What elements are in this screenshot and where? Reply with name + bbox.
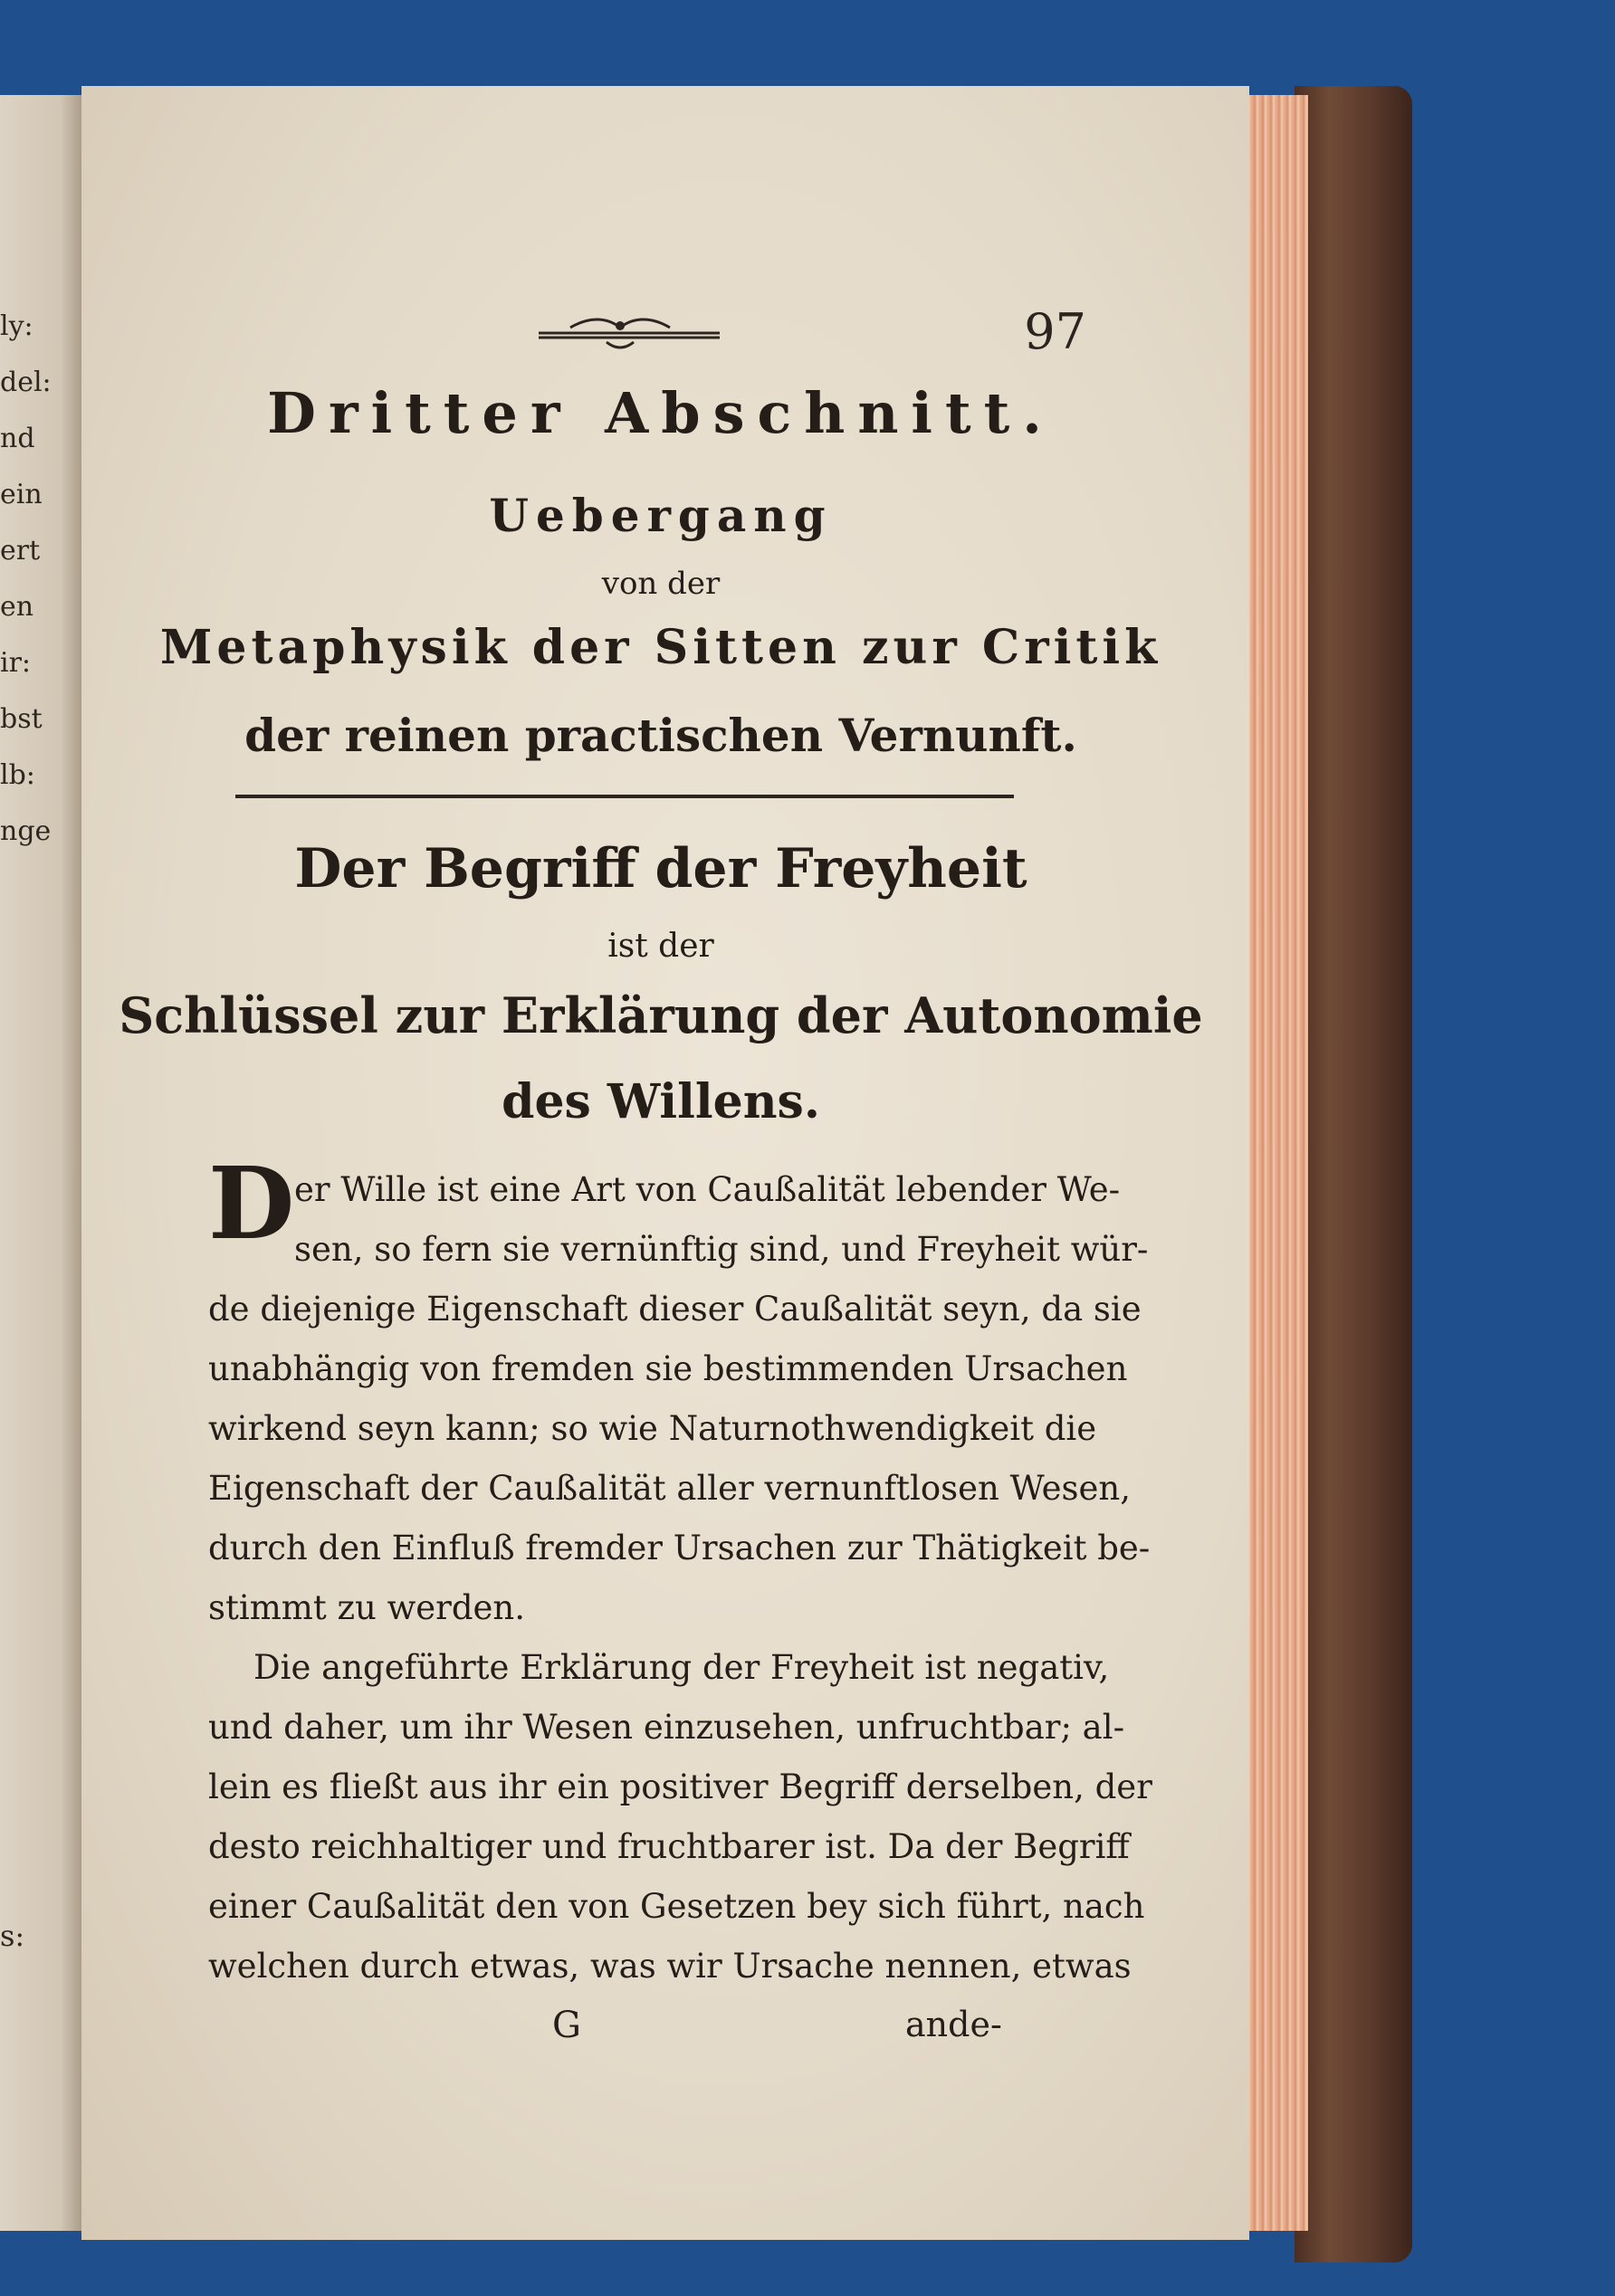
text-line: er Wille ist eine Art von Caußalität lebender We- [294, 1170, 1121, 1209]
text-line: desto reichhaltiger und fruchtbarer ist. Da der Begriff [208, 1827, 1130, 1866]
book-cover [1295, 86, 1412, 2263]
ornament-icon [534, 308, 724, 353]
signature-mark: G [552, 2005, 581, 2046]
text-line: einer Caußalität den von Gesetzen bey sich führt, nach [208, 1887, 1145, 1926]
text-line: unabhängig von fremden sie bestimmenden Ursachen [208, 1349, 1128, 1388]
left-fragment: en [0, 591, 34, 623]
section-subtitle: der reinen practischen Vernunft. [244, 709, 1077, 762]
chapter-heading: Schlüssel zur Erklärung der Autonomie [119, 986, 1203, 1044]
left-fragment: lb: [0, 759, 35, 791]
left-fragment: ert [0, 535, 41, 567]
left-fragment-last: s: [0, 1919, 25, 1953]
left-fragment: ein [0, 479, 43, 510]
drop-cap: D [208, 1145, 295, 1262]
section-subtitle: Metaphysik der Sitten zur Critik [159, 620, 1162, 675]
text-line: Eigenschaft der Caußalität aller vernunftlosen Wesen, [208, 1469, 1131, 1508]
book-page [81, 86, 1249, 2240]
text-line: wirkend seyn kann; so wie Naturnothwendigkeit die [208, 1409, 1097, 1448]
left-fragment: bst [0, 703, 43, 735]
text-line: welchen durch etwas, was wir Ursache nennen, etwas [208, 1947, 1132, 1986]
left-fragment: ly: [0, 310, 33, 342]
left-fragment: del: [0, 367, 52, 398]
left-page-text-fragments [0, 299, 63, 860]
text-line: stimmt zu werden. [208, 1588, 526, 1627]
divider [235, 795, 1014, 798]
chapter-heading: Der Begriff der Freyheit [294, 837, 1027, 900]
text-line: durch den Einfluß fremder Ursachen zur Thätigkeit be- [208, 1529, 1151, 1567]
page-number: 97 [1024, 303, 1086, 360]
text-line: Die angeführte Erklärung der Freyheit ist negativ, [253, 1648, 1110, 1687]
left-fragment: ir: [0, 647, 32, 679]
left-fragment: nd [0, 423, 35, 454]
catchword: ande- [905, 2005, 1002, 2044]
section-subtitle: Uebergang [489, 489, 833, 542]
text-line: lein es fließt aus ihr ein positiver Begriff derselben, der [208, 1767, 1152, 1806]
section-title: Dritter Abschnitt. [267, 380, 1055, 446]
text-line: und daher, um ihr Wesen einzusehen, unfruchtbar; al- [208, 1708, 1125, 1747]
section-subtitle-small: von der [601, 566, 721, 602]
text-line: sen, so fern sie vernünftig sind, und Freyheit wür- [294, 1230, 1149, 1269]
text-line: de diejenige Eigenschaft dieser Caußalität seyn, da sie [208, 1290, 1142, 1329]
chapter-heading-small: ist der [607, 928, 714, 965]
left-fragment: nge [0, 815, 52, 847]
chapter-heading: des Willens. [502, 1074, 820, 1129]
